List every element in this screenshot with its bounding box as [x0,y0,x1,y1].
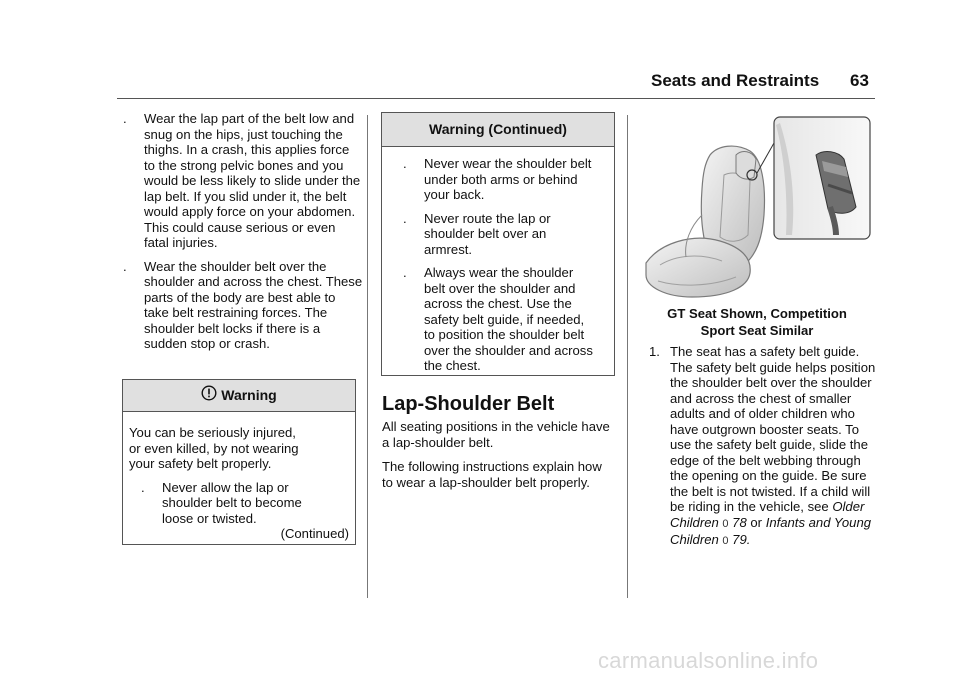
seat-illustration [640,115,874,301]
list-item-text: Wear the shoulder belt over the shoulder and across the chest. These parts of the body are best able to take belt restraining forces. The shoulder belt locks if there is a sudden stop or crash. [144,258,363,351]
section-heading: Lap-Shoulder Belt [382,393,555,415]
list-item-text: Never wear the shoulder belt under both arms or behind your back. [424,156,592,202]
section-paragraph: All seating positions in the vehicle have a lap-shoulder belt. [382,419,610,450]
warning-line: your safety belt properly. [129,456,272,471]
column-divider-2 [627,115,628,598]
column-divider-1 [367,115,368,598]
continued-label: (Continued) [280,525,349,541]
col1-bullet-list [123,111,363,352]
page-number: 63 [850,71,869,90]
list-item-text: Wear the lap part of the belt low and snug on the hips, just touching the thighs. In a crash, this applies force to the strong pelvic bones and you would be less likely to slide under the lap belt. If you slid under it, the belt would apply force on your abdomen. This could cause serious or even fatal injuries. [144,111,361,250]
list-item [403,265,593,374]
figure-caption [640,305,874,339]
item-text [670,344,877,550]
list-item [123,259,363,352]
end-period: . [746,532,751,547]
bullet-mark: . [403,156,407,171]
warning-icon [201,381,217,412]
list-item [403,156,593,203]
warning-continued-box [381,112,615,376]
warning-header: Warning (Continued) [382,113,614,147]
numbered-item [649,344,877,550]
xref-link-infants[interactable]: Infants and Young Children [670,514,872,547]
caption-line: GT Seat Shown, Competition [667,306,847,321]
warning-box [122,379,356,545]
xref-page[interactable]: 78 [732,514,747,530]
warning-title: Warning [221,387,277,403]
section-paragraph: The following instructions explain how to wear a lap-shoulder belt properly. [382,459,602,490]
warning-body [123,412,355,526]
warning-line: or even killed, by not wearing [129,440,299,456]
list-item [141,480,321,527]
bullet-mark: . [123,111,127,126]
item-number: 1. [649,344,660,359]
bullet-mark: . [403,210,407,226]
list-item [403,211,593,258]
xref-page[interactable]: 79 [732,532,747,547]
item-text-body: The seat has a safety belt guide. The safety belt guide helps position the shoulder belt over the shoulder and across the chest of smaller adults and of older children who have outgrown booster seats. To use the safety belt guide, slide the edge of the belt webbing through the opening on the guide. Be sure the belt is not twisted. If a child will be riding in the vehicle, see [670,344,876,514]
list-item-text: Always wear the shoulder belt over the shoulder and across the chest. Use the safety belt guide, if needed, to position the shoulder belt over the shoulder and across the chest. [424,265,593,373]
watermark: carmanualsonline.info [598,648,819,673]
header-divider [117,98,875,99]
bullet-mark: . [403,265,407,280]
list-item-text: Never allow the lap or shoulder belt to become loose or twisted. [162,479,302,526]
bullet-mark: . [141,479,145,495]
section-title: Seats and Restraints [651,71,820,90]
xref-symbol: 0 [722,517,729,530]
warning-header [123,380,355,412]
bullet-mark: . [123,258,127,274]
list-item [123,111,363,251]
caption-line: Sport Seat Similar [700,323,814,338]
warning-line: You can be seriously injured, [129,425,296,440]
xref-joiner: or [750,514,763,530]
xref-symbol: 0 [722,535,729,547]
warning-body [382,147,593,374]
list-item-text: Never route the lap or shoulder belt over an armrest. [424,210,551,257]
xref-link-older-children[interactable]: Older Children [670,499,865,530]
